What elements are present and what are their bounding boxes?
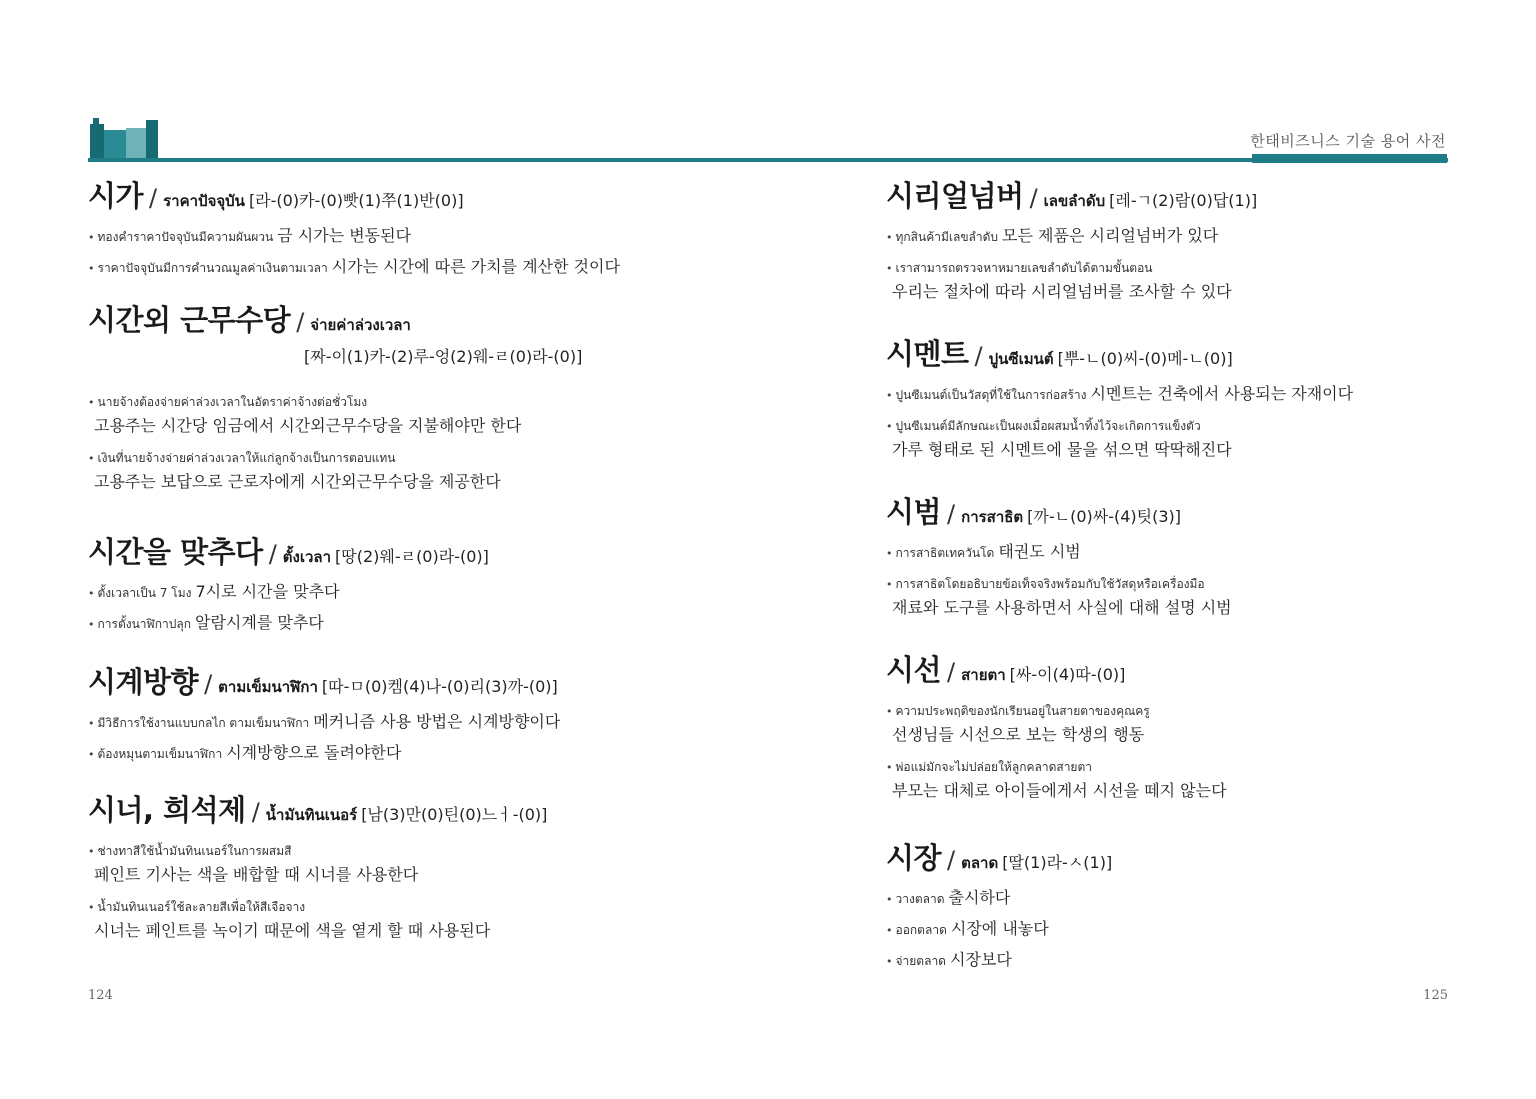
entry-term: 시멘트 — [886, 337, 969, 371]
entry-thai: ตลาด — [961, 854, 999, 872]
example-item: • ราคาปัจจุบันมีการคำนวณมูลค่าเงินตามเวลา 시가는 시간에 따른 가치를 계산한 것이다 — [88, 256, 620, 276]
entry: 시너, 희석제 / น้ำมันทินเนอร์ [남(3)만(0)틴(0)느ㅓ-(0)] • ช่างทาสีใช้น้ำมันทินเนอร์ในการผสมสี 페인트 기사는 색을 배합할 때 시너를 사용한다 • น้ำมันทินเนอร์ใช้ละลายสีเพื่อให้สีเจือจาง 시너는 페인트를 녹이기 때문에 색을 옅게 할 때 사용된다 — [88, 792, 778, 942]
page-number-right: 125 — [1423, 988, 1448, 1003]
entry-thai: ตั้งเวลา — [282, 548, 332, 566]
entry: 시리얼넘버 / เลขลำดับ [레-ㄱ(2)람(0)답(1)] • ทุกสินค้ามีเลขลำดับ 모든 제품은 시리얼넘버가 있다 • เราสามารถตรวจหาหมายเลขลำดับได้ตามขั้นตอน 우리는 절차에 따라 시리얼넘버를 조사할 수 있다 — [886, 178, 1486, 336]
entry: 시계방향 / ตามเข็มนาฬิกา [따-ㅁ(0)켐(4)나-(0)리(3)까-(0)] • มีวิธีการใช้งานแบบกลไก ตามเข็มนาฬิกา 메커니즘 사용 방법은 시계방향이다 • ต้องหมุนตามเข็มนาฬิกา 시계방향으로 돌려야한다 — [88, 664, 778, 792]
example-item: • มีวิธีการใช้งานแบบกลไก ตามเข็มนาฬิกา 메커니즘 사용 방법은 시계방향이다 — [88, 711, 561, 731]
example-item: • พ่อแม่มักจะไม่ปล่อยให้ลูกคลาดสายตา 부모는 대체로 아이들에게서 시선을 떼지 않는다 — [886, 760, 1227, 801]
example-item: • การสาธิตโดยอธิบายข้อเท็จจริงพร้อมกับใช้วัสดุหรือเครื่องมือ 재료와 도구를 사용하면서 사실에 대해 설명 시범 — [886, 576, 1232, 618]
right-column — [886, 178, 1486, 979]
entry-thai: เลขลำดับ — [1043, 192, 1106, 210]
entry-pronunciation: [레-ㄱ(2)람(0)답(1)] — [1109, 191, 1258, 210]
entry-thai: สายตา — [961, 666, 1006, 684]
book-stack-icon — [88, 118, 160, 160]
example-item: • น้ำมันทินเนอร์ใช้ละลายสีเพื่อให้สีเจือจาง 시너는 페인트를 녹이기 때문에 색을 옅게 할 때 사용된다 — [88, 900, 491, 941]
example-item: • วางตลาด 출시하다 — [886, 887, 1011, 907]
entry-thai: การสาธิต — [961, 508, 1024, 526]
entry-thai: จ่ายค่าล่วงเวลา — [310, 316, 411, 334]
entry: 시가 / ราคาปัจจุบัน [라-(0)카-(0)빳(1)쭈(1)반(0)] • ทองคำราคาปัจจุบันมีความผันผวน 금 시가는 변동된다 • ราคาปัจจุบันมีการคำนวณมูลค่าเงินตามเวลา 시가는 시간에 따른 가치를 계산한 것이다 — [88, 178, 778, 302]
entry-thai: ตามเข็มนาฬิกา — [218, 678, 318, 696]
example-item: • นายจ้างต้องจ่ายค่าล่วงเวลาในอัตราค่าจ้างต่อชั่วโมง 고용주는 시간당 임금에서 시간외근무수당을 지불해야만 한다 — [88, 394, 522, 435]
entry-thai: น้ำมันทินเนอร์ — [265, 806, 358, 824]
example-item: • เงินที่นายจ้างจ่ายค่าล่วงเวลาให้แก่ลูกจ้างเป็นการตอบแทน 고용주는 보답으로 근로자에게 시간외근무수당을 제공한다 — [88, 451, 501, 492]
example-item: • ต้องหมุนตามเข็มนาฬิกา 시계방향으로 돌려야한다 — [88, 742, 402, 762]
entry: 시멘트 / ปูนซีเมนต์ [뿌-ㄴ(0)씨-(0)메-ㄴ(0)] • ปูนซีเมนต์เป็นวัสดุที่ใช้ในการก่อสร้าง 시멘트는 건축에서 사용되는 자재이다 • ปูนซีเมนต์มีลักษณะเป็นผงเมื่อผสมน้ำทิ้งไว้จะเกิดการแข็งตัว 가루 형태로 된 시멘트에 물을 섞으면 딱딱해진다 — [886, 336, 1486, 494]
entry-pronunciation: [남(3)만(0)틴(0)느ㅓ-(0)] — [361, 805, 548, 824]
example-item: • การสาธิตเทควันโด 태권도 시범 — [886, 541, 1081, 561]
header-rule — [88, 158, 1448, 162]
example-item: • ความประพฤติของนักเรียนอยู่ในสายตาของคุณครู 선생님들 시선으로 보는 학생의 행동 — [886, 703, 1150, 744]
header-tab-accent — [1252, 154, 1447, 163]
entry: 시범 / การสาธิต [까-ㄴ(0)싸-(4)팃(3)] • การสาธิตเทควันโด 태권도 시범 • การสาธิตโดยอธิบายข้อเท็จจริงพร้อมกับใช้วัสดุหรือเครื่องมือ 재료와 도구를 사용하면서 사실에 대해 설명 시범 — [886, 494, 1486, 652]
entry: 시장 / ตลาด [딸(1)라-ㅅ(1)] • วางตลาด 출시하다 • ออกตลาด 시장에 내놓다 • จ่ายตลาด 시장보다 — [886, 840, 1486, 971]
example-item: • ปูนซีเมนต์เป็นวัสดุที่ใช้ในการก่อสร้าง 시멘트는 건축에서 사용되는 자재이다 — [886, 383, 1354, 403]
example-item: • ปูนซีเมนต์มีลักษณะเป็นผงเมื่อผสมน้ำทิ้งไว้จะเกิดการแข็งตัว 가루 형태로 된 시멘트에 물을 섞으면 딱딱해진다 — [886, 418, 1232, 460]
entry-pronunciation: [따-ㅁ(0)켐(4)나-(0)리(3)까-(0)] — [321, 677, 558, 696]
entry-pronunciation: [짜-이(1)카-(2)루-엉(2)웨-ㄹ(0)라-(0)] — [304, 346, 583, 366]
entry-term: 시가 — [88, 179, 144, 213]
entry-term: 시간을 맞추다 — [88, 535, 263, 569]
entry-pronunciation: [싸-이(4)따-(0)] — [1009, 665, 1126, 684]
header-title: 한태비즈니스 기술 용어 사전 — [1250, 132, 1446, 150]
entry-term: 시장 — [886, 841, 942, 875]
entry-pronunciation: [뿌-ㄴ(0)씨-(0)메-ㄴ(0)] — [1057, 349, 1233, 368]
example-item: • จ่ายตลาด 시장보다 — [886, 950, 1012, 970]
entry-pronunciation: [까-ㄴ(0)싸-(4)팃(3)] — [1027, 507, 1182, 526]
entry-term: 시계방향 — [88, 665, 199, 699]
example-item: • การตั้งนาฬิกาปลุก 알람시계를 맞추다 — [88, 612, 324, 632]
entry-term: 시범 — [886, 495, 942, 529]
entry-term: 시너, 희석제 — [88, 793, 246, 827]
example-item: • ตั้งเวลาเป็น 7 โมง 7시로 시간을 맞추다 — [88, 581, 340, 601]
left-column — [88, 178, 778, 950]
entry-term: 시간외 근무수당 — [88, 303, 291, 337]
entry-thai: ปูนซีเมนต์ — [988, 350, 1054, 368]
entry-term: 시선 — [886, 653, 942, 687]
example-item: • เราสามารถตรวจหาหมายเลขลำดับได้ตามขั้นตอน 우리는 절차에 따라 시리얼넘버를 조사할 수 있다 — [886, 260, 1232, 302]
entry-pronunciation: [딸(1)라-ㅅ(1)] — [1002, 853, 1113, 872]
entry: 시간을 맞추다 / ตั้งเวลา [땅(2)웨-ㄹ(0)라-(0)] • ตั้งเวลาเป็น 7 โมง 7시로 시간을 맞추다 • การตั้งนาฬิกาปลุก 알람시계를 맞추다 — [88, 534, 778, 664]
entry: 시간외 근무수당 / จ่ายค่าล่วงเวลา [짜-이(1)카-(2)루-엉(2)웨-ㄹ(0)라-(0)] • นายจ้างต้องจ่ายค่าล่วงเวลาในอัตราค่าจ้างต่อชั่วโมง 고용주는 시간당 임금에서 시간외근무수당을 지불해야만 한다 • เงินที่นายจ้างจ่ายค่าล่วงเวลาให้แก่ลูกจ้างเป็นการตอบแทน 고용주는 보답으로 근로자에게 시간외근무수당을 제공한다 — [88, 302, 778, 534]
example-item: • ช่างทาสีใช้น้ำมันทินเนอร์ในการผสมสี 페인트 기사는 색을 배합할 때 시너를 사용한다 — [88, 843, 419, 884]
example-item: • ทองคำราคาปัจจุบันมีความผันผวน 금 시가는 변동된다 — [88, 225, 412, 245]
entry-term: 시리얼넘버 — [886, 179, 1024, 213]
entry-pronunciation: [라-(0)카-(0)빳(1)쭈(1)반(0)] — [248, 191, 464, 210]
entry: 시선 / สายตา [싸-이(4)따-(0)] • ความประพฤติของนักเรียนอยู่ในสายตาของคุณครู 선생님들 시선으로 보는 학생의 행동 • พ่อแม่มักจะไม่ปล่อยให้ลูกคลาดสายตา 부모는 대체로 아이들에게서 시선을 떼지 않는다 — [886, 652, 1486, 840]
example-item: • ออกตลาด 시장에 내놓다 — [886, 918, 1049, 938]
example-item: • ทุกสินค้ามีเลขลำดับ 모든 제품은 시리얼넘버가 있다 — [886, 225, 1219, 245]
entry-thai: ราคาปัจจุบัน — [163, 192, 245, 210]
entry-pronunciation: [땅(2)웨-ㄹ(0)라-(0)] — [335, 547, 489, 566]
page-number-left: 124 — [88, 988, 113, 1003]
